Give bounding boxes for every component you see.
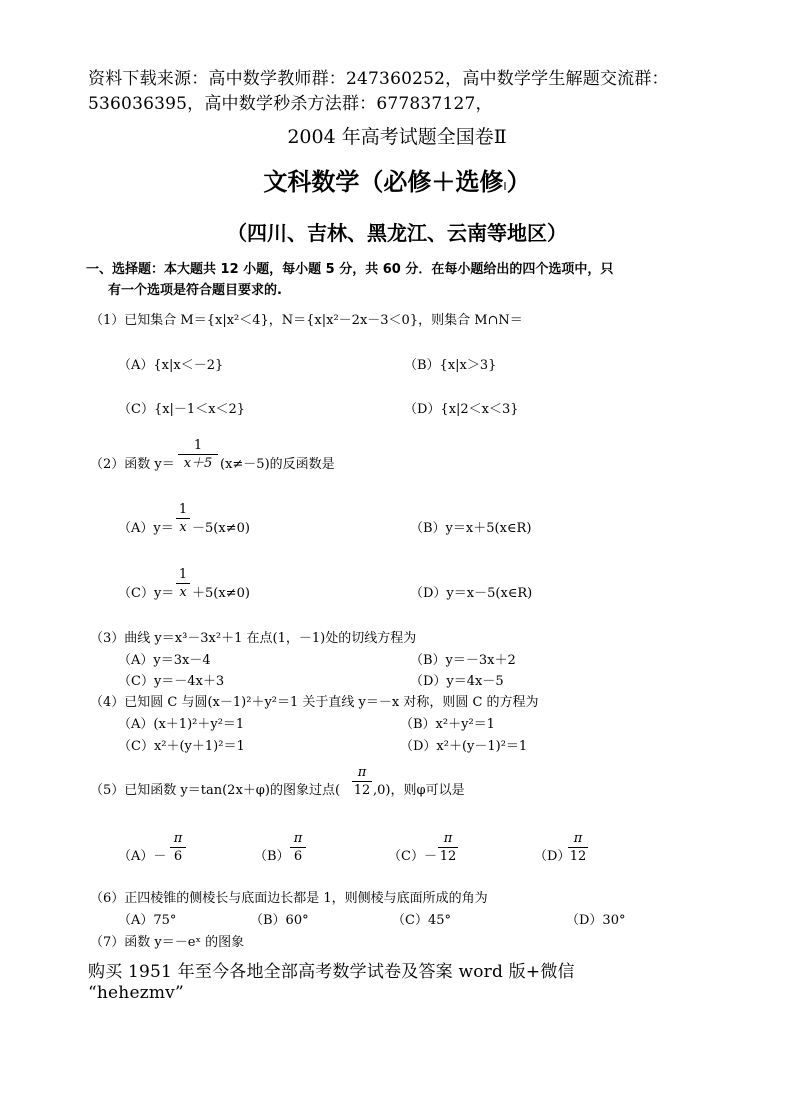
- q7-stem: （7）函数 y＝－eˣ 的图象: [90, 935, 245, 950]
- q5-option-c-pre: （C）－: [388, 849, 437, 864]
- q1-option-d: （D）{x|2＜x＜3}: [404, 402, 519, 417]
- q5-option-a-pre: （A）－: [118, 849, 167, 864]
- q4-option-b: （B）x²＋y²＝1: [400, 717, 495, 732]
- q5-option-d-pre: （D）: [534, 849, 571, 864]
- q2-option-a-fraction: [176, 502, 190, 535]
- q2-option-c-fraction: [176, 567, 190, 600]
- q5-option-d-fraction: [568, 831, 588, 864]
- q2-option-d: （D）y＝x－5(x∈R): [410, 586, 533, 601]
- fraction-denominator: 6: [293, 849, 303, 864]
- exam-region: （四川、吉林、黑龙江、云南等地区）: [227, 221, 567, 245]
- q5-stem-fraction: [352, 765, 372, 798]
- q4-option-d: （D）x²＋(y－1)²＝1: [400, 739, 528, 754]
- fraction-denominator: x＋5: [183, 456, 213, 471]
- fraction-numerator: 1: [193, 438, 203, 453]
- subtitle-main: 文科数学（必修＋选修: [263, 168, 504, 196]
- q1-option-c: （C）{x|－1＜x＜2}: [118, 402, 246, 417]
- q2-option-a-post: －5(x≠0): [192, 521, 250, 536]
- subtitle-close: ）: [506, 168, 531, 196]
- q1-stem: （1）已知集合 M＝{x|x²＜4}，N＝{x|x²－2x－3＜0}，则集合 M∩N＝: [90, 313, 523, 328]
- q2-stem-pre: （2）函数 y＝: [90, 457, 175, 472]
- q3-option-b: （B）y＝－3x＋2: [410, 653, 516, 668]
- q5-option-c-fraction: [438, 831, 458, 864]
- section-heading-line-2: 有一个选项是符合题目要求的.: [108, 283, 282, 298]
- q5-stem-pre: （5）已知函数 y＝tan(2x＋φ)的图象过点(: [90, 783, 341, 798]
- fraction-numerator: π: [293, 831, 303, 846]
- source-line-2: 536036395，高中数学秒杀方法群：677837127，: [88, 94, 493, 114]
- fraction-numerator: π: [173, 831, 183, 846]
- q6-option-d: （D）30°: [566, 913, 626, 928]
- q6-stem: （6）正四棱锥的侧棱长与底面边长都是 1，则侧棱与底面所成的角为: [90, 891, 488, 906]
- exam-subtitle: [0, 162, 794, 197]
- fraction-numerator: π: [443, 831, 453, 846]
- q2-option-c-pre: （C）y＝: [118, 586, 175, 601]
- q4-option-a: （A）(x＋1)²＋y²＝1: [118, 717, 245, 732]
- q6-option-c: （C）45°: [392, 913, 451, 928]
- q5-option-b-fraction: [290, 831, 306, 864]
- q6-option-b: （B）60°: [250, 913, 309, 928]
- fraction-numerator: π: [573, 831, 583, 846]
- fraction-denominator: x: [179, 520, 187, 535]
- source-line-1: 资料下载来源：高中数学教师群：247360252，高中数学学生解题交流群：: [88, 69, 669, 89]
- q3-stem: （3）曲线 y＝x³－3x²＋1 在点(1，－1)处的切线方程为: [90, 631, 417, 646]
- footer-line-1: 购买 1951 年至今各地全部高考数学试卷及答案 word 版+微信: [88, 962, 575, 982]
- q2-stem-post: (x≠－5)的反函数是: [220, 457, 335, 472]
- q1-option-a: （A）{x|x＜－2}: [118, 358, 224, 373]
- fraction-denominator: 6: [173, 849, 183, 864]
- exam-title: 2004 年高考试题全国卷Ⅱ: [287, 126, 507, 148]
- q1-option-b: （B）{x|x＞3}: [404, 358, 497, 373]
- fraction-denominator: 12: [569, 849, 587, 864]
- subtitle-mark: Ⅰ: [503, 180, 507, 193]
- q3-option-d: （D）y＝4x－5: [410, 674, 504, 689]
- q4-option-c: （C）x²＋(y＋1)²＝1: [118, 739, 245, 754]
- q6-option-a: （A）75°: [118, 913, 177, 928]
- q3-option-a: （A）y＝3x－4: [118, 653, 211, 668]
- q5-stem-post: ,0)，则φ可以是: [373, 783, 465, 798]
- fraction-denominator: 12: [439, 849, 457, 864]
- q3-option-c: （C）y＝－4x＋3: [118, 674, 225, 689]
- fraction-denominator: x: [179, 585, 187, 600]
- footer-line-2: “hehezmv”: [88, 983, 184, 1003]
- q5-option-b-pre: （B）: [254, 849, 290, 864]
- q2-option-b: （B）y＝x＋5(x∈R): [410, 521, 532, 536]
- q2-option-a-pre: （A）y＝: [118, 521, 174, 536]
- q5-option-a-fraction: [170, 831, 186, 864]
- q2-option-c-post: ＋5(x≠0): [192, 586, 250, 601]
- fraction-numerator: 1: [178, 502, 188, 517]
- section-heading-line-1: 一、选择题：本大题共 12 小题，每小题 5 分，共 60 分．在每小题给出的四个选项中，只: [86, 262, 614, 277]
- fraction-numerator: 1: [178, 567, 188, 582]
- q2-stem-fraction: [178, 438, 218, 471]
- fraction-denominator: 12: [353, 783, 371, 798]
- fraction-numerator: π: [357, 765, 367, 780]
- q4-stem: （4）已知圆 C 与圆(x－1)²＋y²＝1 关于直线 y＝－x 对称，则圆 C 的方程为: [90, 695, 539, 710]
